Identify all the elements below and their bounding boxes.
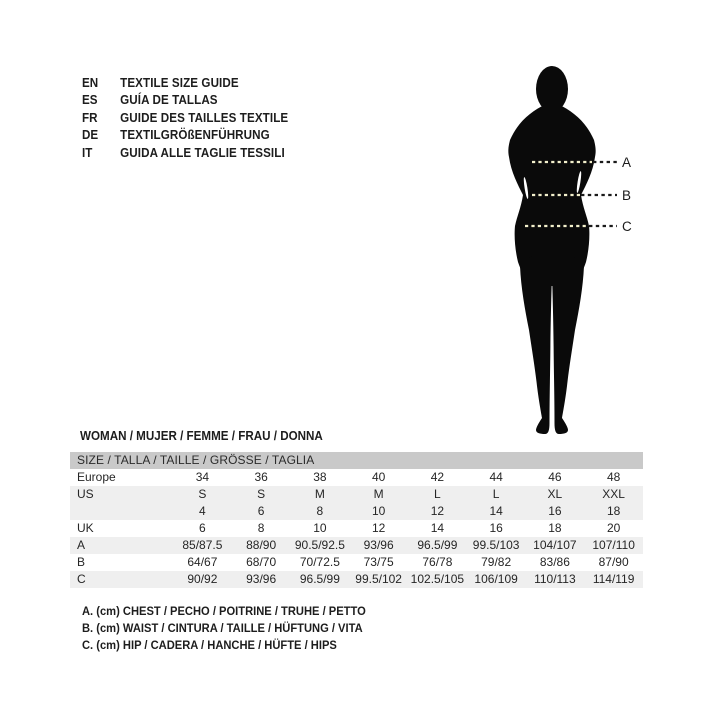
cell-value: 102.5/105 (410, 572, 465, 586)
cell-value: 93/96 (246, 572, 277, 586)
cell-value: S (198, 487, 207, 501)
cell-value: 10 (313, 521, 327, 535)
cell-value: 34 (195, 470, 210, 484)
cell-value: XXL (602, 487, 625, 501)
row-label (70, 503, 173, 520)
measurement-label-b: B (622, 188, 632, 203)
language-row (82, 127, 288, 145)
language-title: TEXTILE SIZE GUIDE (120, 75, 239, 90)
table-row (70, 520, 643, 537)
table-row (70, 554, 643, 571)
table-row (70, 537, 643, 554)
cell-value: 90.5/92.5 (294, 538, 345, 552)
cell-value: 90/92 (187, 572, 218, 586)
measurement-label-a: A (622, 155, 632, 170)
cell-value: 12 (430, 504, 445, 518)
cell-value: 106/109 (474, 572, 518, 586)
woman-silhouette (508, 66, 595, 434)
table-row (70, 503, 643, 520)
cell-value: 107/110 (592, 538, 635, 552)
cell-value: 40 (371, 470, 386, 484)
cell-value: 46 (548, 470, 562, 484)
language-code: IT (82, 145, 93, 160)
row-label: A (77, 538, 86, 552)
cell-value: 16 (489, 521, 503, 535)
measurement-notes (82, 603, 366, 654)
language-title: GUIDE DES TAILLES TEXTILE (120, 110, 289, 125)
cell-value: 8 (316, 504, 324, 518)
cell-value: S (257, 487, 266, 501)
measurement-note: A. (cm) CHEST / PECHO / POITRINE / TRUHE / PETTO (82, 604, 366, 618)
cell-value: 16 (548, 504, 562, 518)
cell-value: 48 (606, 470, 621, 484)
cell-value: 79/82 (481, 555, 512, 569)
cell-value: 99.5/102 (355, 572, 402, 586)
cell-value: M (373, 487, 384, 501)
size-table (70, 452, 643, 588)
cell-value: 18 (548, 521, 562, 535)
cell-value: 76/78 (422, 555, 453, 569)
cell-value: 8 (257, 521, 265, 535)
row-label: UK (77, 521, 94, 535)
cell-value: 73/75 (363, 555, 394, 569)
cell-value: 20 (606, 521, 621, 535)
cell-value: L (434, 487, 441, 501)
language-title: TEXTILGRÖßENFÜHRUNG (120, 128, 270, 143)
cell-value: 114/119 (592, 572, 635, 586)
woman-silhouette-figure (500, 60, 650, 440)
size-table-header: SIZE / TALLA / TAILLE / GRÖSSE / TAGLIA (70, 452, 643, 469)
size-table-body (70, 469, 643, 588)
language-code: FR (82, 110, 98, 125)
cell-value: 6 (199, 521, 206, 535)
language-title: GUÍA DE TALLAS (120, 93, 218, 108)
cell-value: 104/107 (533, 538, 577, 552)
language-code: ES (82, 93, 98, 108)
cell-value: 14 (489, 504, 503, 518)
measurement-note: C. (cm) HIP / CADERA / HANCHE / HÜFTE / HIPS (82, 638, 337, 652)
cell-value: XL (547, 487, 563, 501)
row-label: US (77, 487, 94, 501)
cell-value: 18 (606, 504, 621, 518)
cell-value: 99.5/103 (472, 538, 520, 552)
cell-value: 14 (430, 521, 445, 535)
cell-value: M (314, 487, 325, 501)
cell-value: 88/90 (246, 538, 277, 552)
cell-value: 70/72.5 (299, 555, 340, 569)
language-row (82, 74, 288, 92)
cell-value: 87/90 (598, 555, 629, 569)
cell-value: 10 (371, 504, 386, 518)
language-row (82, 109, 288, 127)
table-row (70, 486, 643, 503)
silhouette-leg-left (520, 252, 552, 434)
row-label: B (77, 555, 86, 569)
table-row (70, 571, 643, 588)
row-label: C (77, 572, 86, 586)
cell-value: L (492, 487, 500, 501)
cell-value: 4 (199, 504, 206, 518)
table-row (70, 469, 643, 486)
cell-value: 36 (254, 470, 268, 484)
cell-value: 12 (371, 521, 386, 535)
cell-value: 44 (489, 470, 503, 484)
cell-value: 38 (313, 470, 327, 484)
cell-value: 83/86 (539, 555, 570, 569)
measurement-label-c: C (622, 219, 632, 234)
row-label: Europe (77, 470, 116, 484)
silhouette-leg-right (552, 252, 584, 434)
cell-value: 96.5/99 (417, 538, 458, 552)
cell-value: 42 (430, 470, 445, 484)
cell-value: 93/96 (363, 538, 394, 552)
language-list (82, 74, 288, 162)
cell-value: 110/113 (534, 572, 576, 586)
cell-value: 96.5/99 (299, 572, 340, 586)
language-code: EN (82, 75, 99, 90)
measurement-note: B. (cm) WAIST / CINTURA / TAILLE / HÜFTUNG / VITA (82, 621, 363, 635)
language-code: DE (82, 128, 99, 143)
cell-value: 85/87.5 (182, 538, 223, 552)
cell-value: 6 (257, 504, 265, 518)
cell-value: 64/67 (187, 555, 218, 569)
language-title: GUIDA ALLE TAGLIE TESSILI (120, 145, 285, 160)
language-row (82, 144, 288, 162)
gender-heading: WOMAN / MUJER / FEMME / FRAU / DONNA (80, 429, 323, 443)
language-row (82, 92, 288, 110)
cell-value: 68/70 (246, 555, 277, 569)
